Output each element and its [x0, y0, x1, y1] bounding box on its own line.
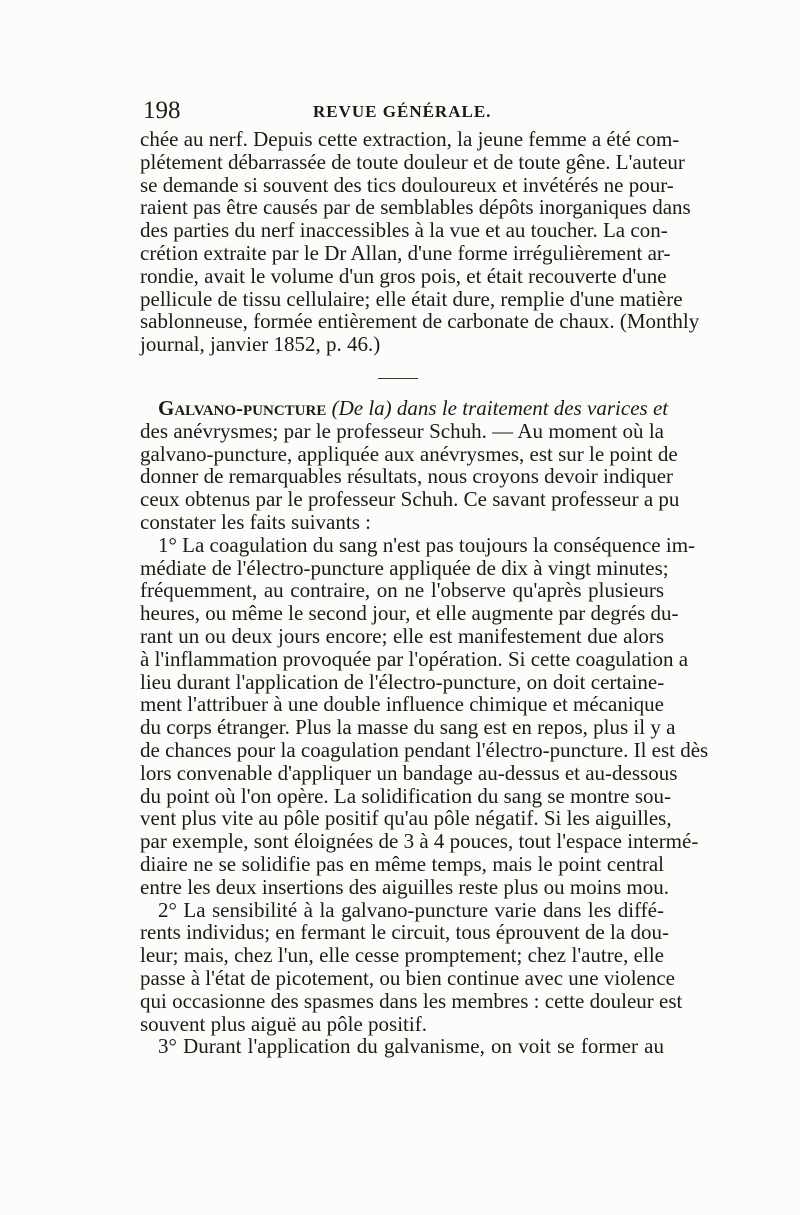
text-line: ment l'attribuer à une double influence chimique et mécanique: [140, 692, 664, 717]
text-line: 3° Durant l'application du galvanisme, on voit se former au: [158, 1034, 664, 1059]
text-line: du point où l'on opère. La solidification du sang se montre sou-: [140, 783, 672, 808]
text-line: qui occasionne des spasmes dans les membres : cette douleur est: [140, 988, 683, 1013]
text-line: des parties du nerf inaccessibles à la vue et au toucher. La con-: [140, 218, 668, 243]
article-title: Galvano-puncture: [158, 396, 327, 420]
text-line: à l'inflammation provoquée par l'opération. Si cette coagulation a: [140, 646, 689, 671]
text-line: rents individus; en fermant le circuit, tous éprouvent de la dou-: [140, 920, 669, 945]
text-line: rant un ou deux jours encore; elle est manifestement due alors: [140, 623, 664, 648]
text-line: 1° La coagulation du sang n'est pas toujours la conséquence im-: [158, 532, 696, 557]
text-line: souvent plus aiguë au pôle positif.: [140, 1011, 427, 1036]
text-line: médiate de l'électro-puncture appliquée de dix à vingt minutes;: [140, 555, 669, 580]
text-line: lieu durant l'application de l'électro-puncture, on doit certaine-: [140, 669, 665, 694]
text-line: leur; mais, chez l'un, elle cesse promptement; chez l'autre, elle: [140, 943, 664, 968]
text-line: lors convenable d'appliquer un bandage au-dessus et au-dessous: [140, 760, 678, 785]
text-line: crétion extraite par le Dr Allan, d'une forme irrégulièrement ar-: [140, 240, 671, 265]
article-subtitle: (De la) dans le traitement des varices et: [326, 396, 669, 420]
text-line: de chances pour la coagulation pendant l'électro-puncture. Il est dès: [140, 737, 709, 762]
text-line: ceux obtenus par le professeur Schuh. Ce savant professeur a pu: [140, 487, 680, 512]
text-line: raient pas être causés par de semblables dépôts inorganiques dans: [140, 195, 691, 220]
text-line: donner de remarquables résultats, nous croyons devoir indiquer: [140, 464, 674, 489]
text-line: fréquemment, au contraire, on ne l'observe qu'après plusieurs: [140, 578, 664, 603]
text-line: galvano-puncture, appliquée aux anévrysmes, est sur le point de: [140, 441, 678, 466]
text-line: 2° La sensibilité à la galvano-puncture varie dans les diffé-: [158, 897, 664, 922]
text-line: plétement débarrassée de toute douleur et de toute gêne. L'auteur: [140, 149, 685, 174]
article-continuation: [140, 127, 700, 357]
text-line: heures, ou même le second jour, et elle augmente par degrés du-: [140, 601, 679, 626]
text-line: journal, janvier 1852, p. 46.): [140, 332, 381, 357]
section-separator: [378, 378, 418, 379]
text-line: entre les deux insertions des aiguilles reste plus ou moins mou.: [140, 874, 669, 899]
text-line: des anévrysmes; par le professeur Schuh. — Au moment où la: [140, 418, 664, 443]
text-line: sablonneuse, formée entièrement de carbonate de chaux. (Monthly: [140, 309, 700, 334]
text-line: constater les faits suivants :: [140, 509, 371, 534]
text-line: passe à l'état de picotement, ou bien continue avec une violence: [140, 965, 675, 990]
page-number: 198: [143, 97, 181, 124]
text-line: rondie, avait le volume d'un gros pois, et était recouverte d'une: [140, 263, 667, 288]
text-line: se demande si souvent des tics douloureux et invétérés ne pour-: [140, 172, 674, 197]
text-line: diaire ne se solidifie pas en même temps, mais le point central: [140, 851, 664, 876]
text-line: par exemple, sont éloignées de 3 à 4 pouces, tout l'espace intermé-: [140, 829, 699, 854]
page-header: [143, 96, 663, 128]
text-line: pellicule de tissu cellulaire; elle était dure, remplie d'une matière: [140, 286, 683, 311]
text-line: vent plus vite au pôle positif qu'au pôle négatif. Si les aiguilles,: [140, 806, 672, 831]
article-title-line: [140, 396, 669, 420]
text-line: chée au nerf. Depuis cette extraction, la jeune femme a été com-: [140, 127, 680, 151]
text-line: du corps étranger. Plus la masse du sang est en repos, plus il y a: [140, 715, 676, 740]
article-galvano-puncture: [140, 396, 709, 1059]
running-head: REVUE GÉNÉRALE.: [313, 102, 492, 121]
